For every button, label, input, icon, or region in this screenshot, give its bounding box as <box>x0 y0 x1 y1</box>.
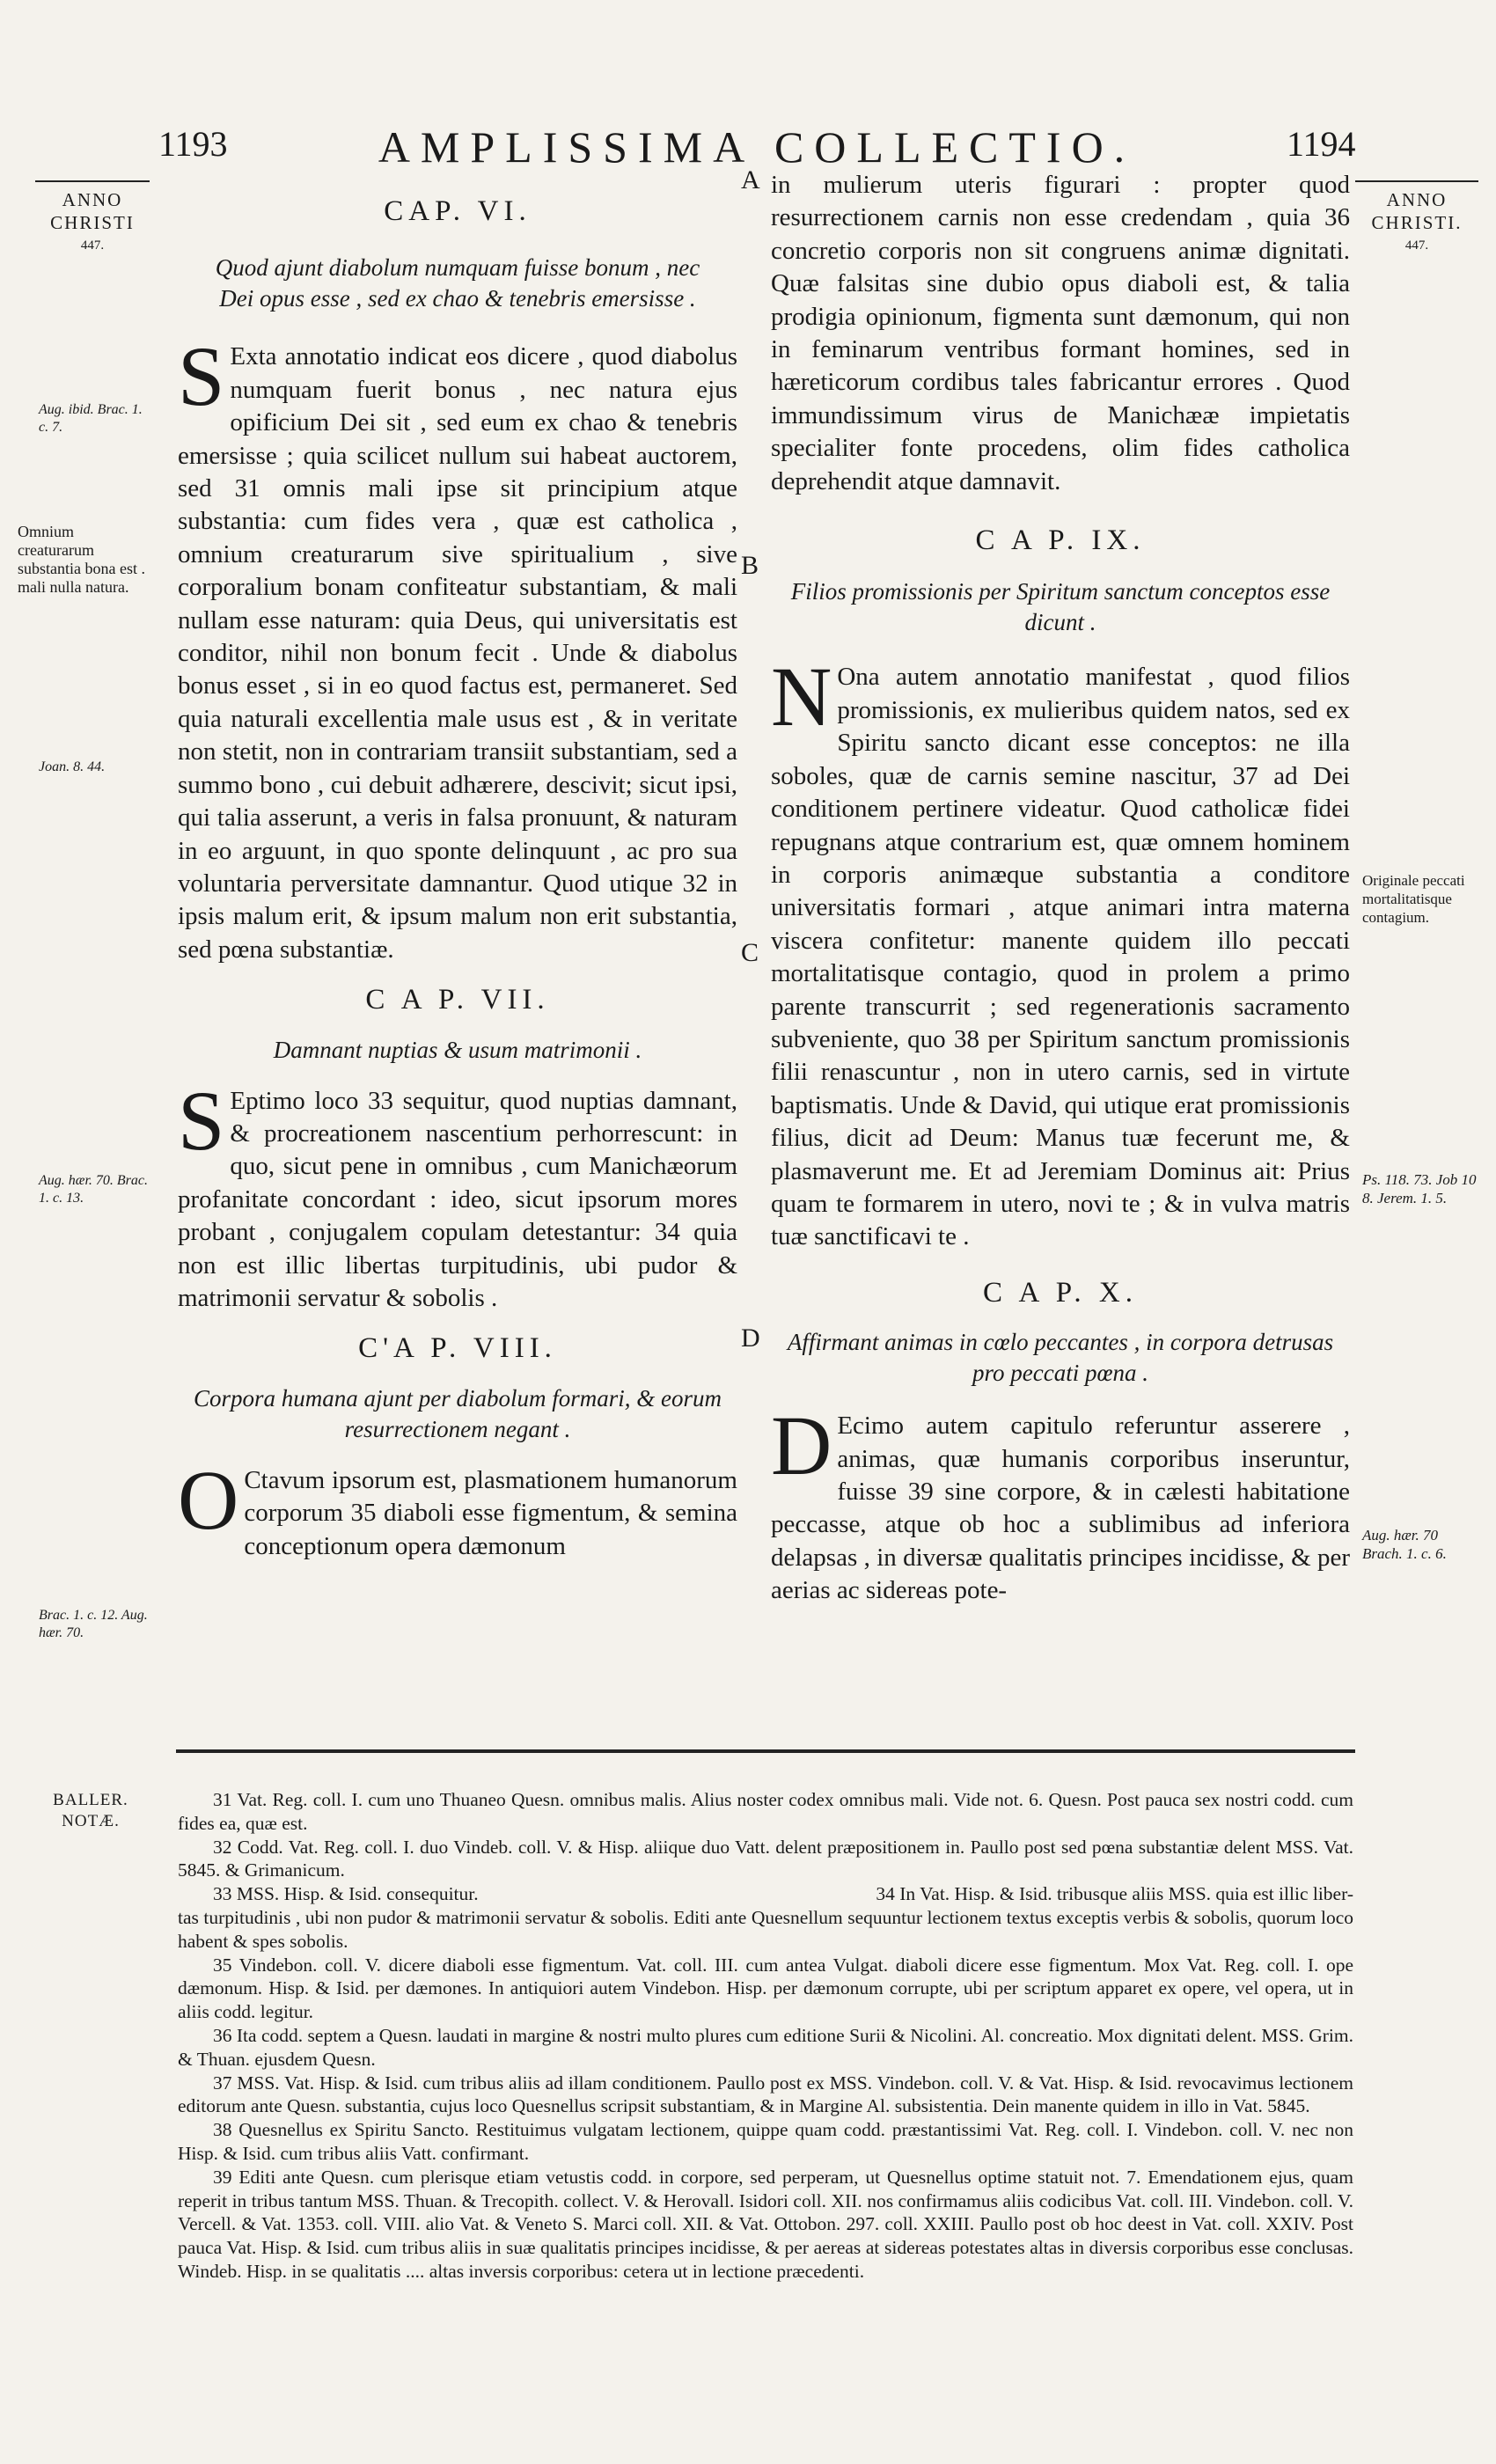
margin-ref-aug-haer-70: Aug. hær. 70. Brac. 1. c. 13. <box>39 1173 148 1206</box>
anno-christi-left: ANNO CHRISTI 447. <box>50 189 135 253</box>
running-title: AMPLISSIMA COLLECTIO. <box>378 122 1136 172</box>
left-column <box>178 195 737 1563</box>
cap-6-subtitle: Quod ajunt diabolum numquam fuisse bonum , nec Dei opus esse , sed ex chao & tenebris emersisse . <box>215 254 700 312</box>
cap-9-text: NOna autem annotatio manifestat , quod filios promissionis, ex mulieribus quidem natos, sed ex Spiritu sancto dicant esse conceptos: ne illa soboles, quæ de carnis semine nascitur, 37 ad Dei conditionem pertinere videatur. Quod catholicæ fidei repugnans atque contrarium est, quæ omnem hominem in corporis animæque substantia a conditore universitatis formari , atque animari intra materna viscera confitetur: manente quidem illo peccati mortalitatisque contagio, quod in prolem a primo parente transcurrit ; sed regenerationis sacramento subveniente, quo 38 per Spiritum sanctum promissionis filii renascuntur , non in utero carnis, sed in virtute baptismatis. Unde & David, qui utique erat promissionis filius, dicit ad Deum: Manus tuæ fecerunt me, & plasmaverunt me. Et ad Jeremiam Dominus ait: Prius quam te formarem in utero, novi te ; & in vulva matris tuæ sanctificavi te . <box>771 649 1350 1251</box>
cap-7-title: C A P. VII. <box>365 984 550 1016</box>
margin-ref-ps-job-jerem: Ps. 118. 73. Job 10 8. Jerem. 1. 5. <box>1362 1171 1477 1206</box>
note-36: 36 Ita codd. septem a Quesn. laudati in margine & nostri multo plures cum editione Surii & Nicolini. Al. concreatio. Mox dignitati delent. MSS. Grim. & Thuan. ejusdem Quesn. <box>178 2024 1353 2070</box>
cap-10-text: DEcimo autem capitulo referuntur asserere , animas, quæ humanis corporibus inseruntur, fuisse 39 sine corpore, & in cælesti habitatione peccasse, atque ob hoc a sublimibus ad inferiora delapsas , in diversæ qualitatis principes incidisse, & per aerias ac sidereas pote- <box>771 1398 1350 1605</box>
margin-ref-joan: Joan. 8. 44. <box>39 759 106 774</box>
right-column <box>771 169 1350 1608</box>
note-31: 31 Vat. Reg. coll. I. cum uno Thuaneo Quesn. omnibus malis. Alius noster codex omnibus mali. Vide not. 6. Quesn. Post pauca sex nostri codd. cum fides ea, quæ est. <box>178 1789 1353 1834</box>
cap-8-continuation: in mulierum uteris figurari : propter quod resurrectionem carnis non esse credendam , quia 36 concretio corporis non sit congruens animæ dignitati. Quæ falsitas sine dubio opus diaboli est, & talia prodigia opinionum, figmenta sunt dæmonum, qui non in feminarum ventribus formant homines, sed in hæreticorum cordibus tales fabricantur errores . Quod immundissimum virus de Manichææ impietatis specialiter fonte procedens, olim fides catholica deprehendit atque damnavit. <box>771 171 1350 495</box>
note-32: 32 Codd. Vat. Reg. coll. I. duo Vindeb. coll. V. & Hisp. aliique duo Vatt. delent præpositionem in. Paullo post sed pœna substantiæ delent MSS. Vat. 5845. & Grimanicum. <box>178 1836 1353 1881</box>
cap-8-title: C'A P. VIII. <box>358 1332 557 1365</box>
cap-7-text: SEptimo loco 33 sequitur, quod nuptias damnant, & procreationem nascentium perhorrescunt: in quo, sicut pene in omnibus , cum Manichæorum profanitate concordant : ideo, sicut ipsorum mores probant , conjugalem copulam detestantur: 34 quia non est illic libertas turpitudinis, ubi pudor & matrimonii servatur & sobolis . <box>178 1073 737 1312</box>
page-number-right: 1194 <box>1287 124 1356 164</box>
cap-7-subtitle: Damnant nuptias & usum matrimonii . <box>273 1036 642 1063</box>
note-37: 37 MSS. Vat. Hisp. & Isid. cum tribus aliis ad illam conditionem. Paullo post ex MSS. Vindebon. coll. V. & Vat. Hisp. & Isid. revocavimus lectionem editorum ante Quesn. substantia, cujus loco Quesnellus scripsit substantiam, & in Margine Al. subsistentia. Dein manente quidem in illo in Vat. 5845. <box>178 2072 1353 2117</box>
margin-summary-originale: Originale peccati mortalitatisque contagium. <box>1362 872 1465 926</box>
cap-10-subtitle: Affirmant animas in cœlo peccantes , in corpora detrusas pro peccati pœna . <box>787 1329 1334 1387</box>
margin-ref-brac-aug: Brac. 1. c. 12. Aug. hær. 70. <box>39 1608 148 1640</box>
cap-9-title: C A P. IX. <box>975 524 1146 557</box>
cap-6-title: CAP. VI. <box>384 195 532 227</box>
editorial-notes <box>178 1788 1353 2284</box>
cap-8-subtitle: Corpora humana ajunt per diabolum formari, & eorum resurrectionem negant . <box>193 1384 722 1442</box>
note-33-34-row <box>178 1882 1353 1906</box>
section-letter-b: B <box>741 551 759 580</box>
section-letter-d: D <box>741 1324 760 1353</box>
section-letter-c: C <box>741 938 759 967</box>
cap-9-subtitle: Filios promissionis per Spiritum sanctum conceptos esse dicunt . <box>790 578 1331 636</box>
note-39: 39 Editi ante Quesn. cum plerisque etiam vetustis codd. in corpore, sed perperam, ut Quesnellus optime statuit not. 7. Emendationem ejus, quam reperit in tribus tantum MSS. Thuan. & Trecopith. collect. V. & Herovall. Isidori coll. XII. nos confirmamus aliis codicibus Vat. coll. III. Vindebon. coll. V. Vercell. & Vat. 1353. coll. VIII. alio Vat. & Veneto S. Marci coll. XII. & Vat. Ottobon. 297. coll. XXIII. Paullo post ob hoc deest in Vat. coll. XXIV. Post pauca Vat. Hisp. & Isid. cum tribus aliis in suæ qualitatis principes incidisse, & per aereas at sidereas potestates altas in diversis corporibus esse conclusas. Windeb. Hisp. in se qualitatis .... altas inversis corporibus: cetera ut in lectione præcedenti. <box>178 2166 1353 2282</box>
cap-6-text: SExta annotatio indicat eos dicere , quod diabolus numquam fuerit bonus , nec natura ejus opificium Dei sit , sed eum ex chao & tenebris emersisse ; quia scilicet nullum sui habeat auctorem, sed 31 omnis mali ipse sit principium atque substantia: cum fides vera , quæ est catholica , omnium creaturarum sive spiritualium , sive corporalium bonam confiteatur substantiam, & mali nullam esse naturam: quia Deus, qui universitatis est conditor, nihil non bonum fecit . Unde & diabolus bonus esset , si in eo quod factus est, permaneret. Sed quia naturali excellentia male usus est , & in veritate non stetit, non in contrariam transiit substantiam, sed a summo bono , cui debuit adhærere, descivit; sicut ipsi, qui talia asserunt, a veris in falsa pronuunt, & naturam in eo arguunt, in quo sponte delinquunt , ac pro sua voluntaria perversitate damnantur. Quod utique 32 in ipsis malum erit, & ipsum malum non erit substantia, sed pœna substantiæ. <box>178 329 737 964</box>
note-38: 38 Quesnellus ex Spiritu Sancto. Restituimus vulgatam lectionem, quippe quam codd. præstantissimi Vat. Reg. coll. I. Vindebon. coll. V. nec non Hisp. & Isid. cum tribus aliis Vatt. confirmant. <box>178 2119 1353 2164</box>
anno-rule-right <box>1355 180 1478 182</box>
section-letter-a: A <box>741 165 760 194</box>
cap-10-title: C A P. X. <box>983 1276 1138 1309</box>
notes-divider <box>176 1749 1355 1753</box>
page-number-left: 1193 <box>158 124 228 164</box>
anno-rule-left <box>35 180 150 182</box>
margin-ref-aug-brac: Aug. ibid. Brac. 1. c. 7. <box>39 402 143 435</box>
margin-summary-omnium: Omnium creaturarum substantia bona est . mali nulla natura. <box>18 523 145 596</box>
anno-christi-right: ANNO CHRISTI. 447. <box>1371 189 1463 253</box>
note-34-cont: tas turpitudinis , ubi non pudor & matrimonii servatur & sobolis. Editi ante Quesnellum sequuntur lectionem textus exceptis verbis & sobolis, quorum loco habent & spes sobolis. <box>178 1906 1353 1952</box>
note-35: 35 Vindebon. coll. V. dicere diaboli esse figmentum. Vat. coll. III. cum antea Vulgat. diaboli dicere esse figmentum. Mox Vat. Reg. coll. I. ope dæmonum. Hisp. & Isid. per dæmones. In antiquiori autem Vindebon. Hisp. per dæmonum corrupte, ubi per scriptum apparet ex opere, vel opera, ut in aliis codd. legitur. <box>178 1954 1353 2023</box>
notes-heading: BALLER. NOTÆ. <box>53 1791 128 1830</box>
note-34-start: 34 In Vat. Hisp. & Isid. tribusque aliis MSS. quia est illic liber- <box>876 1883 1353 1905</box>
note-33: 33 MSS. Hisp. & Isid. consequitur. <box>213 1883 479 1905</box>
margin-ref-aug-brach: Aug. hær. 70 Brach. 1. c. 6. <box>1362 1527 1447 1562</box>
cap-8-text: OCtavum ipsorum est, plasmationem humanorum corporum 35 diaboli esse figmentum, & semina conceptionum opera dæmonum <box>178 1452 737 1560</box>
